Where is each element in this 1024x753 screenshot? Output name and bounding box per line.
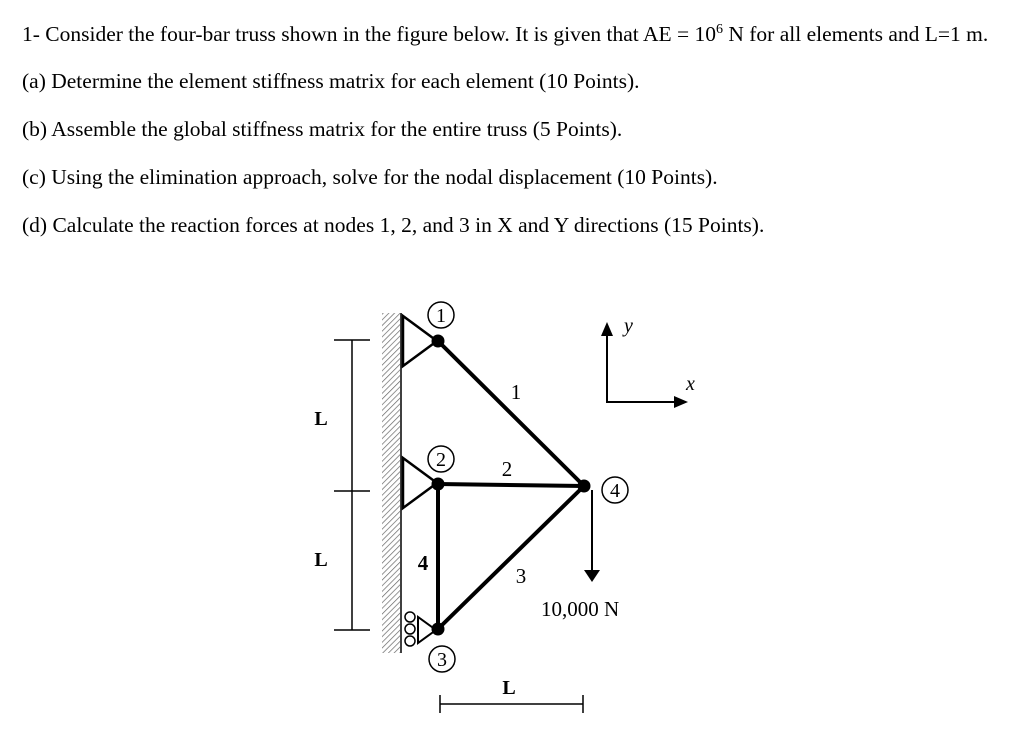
y-axis-label: y bbox=[624, 315, 633, 337]
node-label-1: 1 bbox=[436, 305, 446, 327]
vertical-dimension bbox=[334, 340, 370, 630]
x-axis-label: x bbox=[686, 373, 695, 395]
dimension-label-upper: L bbox=[314, 408, 328, 430]
node-4 bbox=[578, 480, 591, 493]
element-label-1: 1 bbox=[510, 380, 522, 404]
node-label-4: 4 bbox=[610, 480, 620, 502]
node-3 bbox=[432, 623, 445, 636]
dimension-label-lower: L bbox=[314, 549, 328, 571]
roller-wheel bbox=[405, 636, 415, 646]
member-2 bbox=[438, 484, 584, 486]
node-2 bbox=[432, 478, 445, 491]
intro-text: 1- Consider the four-bar truss shown in the figure below. It is given that AE = 10 bbox=[22, 22, 716, 47]
part-d: (d) Calculate the reaction forces at nodes 1, 2, and 3 in X and Y directions (15 Points). bbox=[22, 213, 765, 238]
node-label-2: 2 bbox=[436, 449, 446, 471]
roller-wheel bbox=[405, 624, 415, 634]
exponent: 6 bbox=[716, 22, 723, 37]
roller-wheel bbox=[405, 612, 415, 622]
part-b: (b) Assemble the global stiffness matrix for the entire truss (5 Points). bbox=[22, 117, 623, 142]
wall-hatching bbox=[382, 313, 400, 653]
element-label-2: 2 bbox=[501, 457, 513, 481]
part-c: (c) Using the elimination approach, solve for the nodal displacement (10 Points). bbox=[22, 165, 718, 190]
load-arrow-head bbox=[584, 570, 600, 582]
node-1 bbox=[432, 335, 445, 348]
intro-text-end: N for all elements and L=1 m. bbox=[723, 22, 989, 47]
node-label-3: 3 bbox=[437, 649, 447, 671]
x-axis-arrow bbox=[674, 396, 688, 408]
y-axis-arrow bbox=[601, 322, 613, 336]
dimension-label-bottom: L bbox=[502, 677, 516, 699]
element-label-3: 3 bbox=[515, 564, 527, 588]
load-label: 10,000 N bbox=[541, 597, 620, 621]
element-label-4: 4 bbox=[417, 551, 429, 575]
part-a: (a) Determine the element stiffness matrix for each element (10 Points). bbox=[22, 69, 640, 94]
